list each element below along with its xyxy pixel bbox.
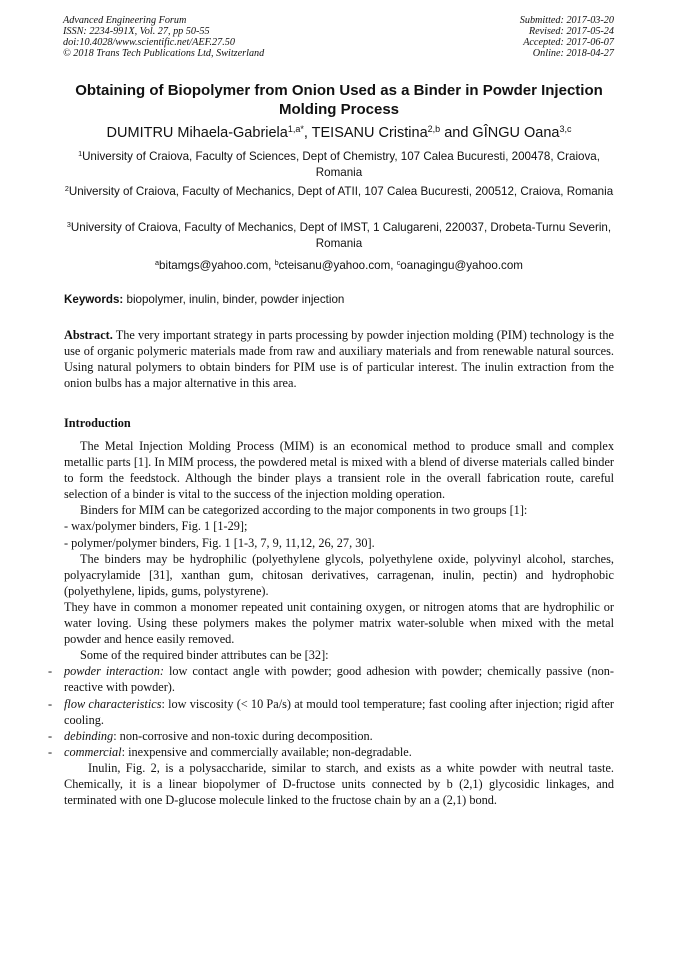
attribute-text: : low viscosity (< 10 Pa/s) at mould tool temperature; fast cooling after injection; rigid after cooling. [64, 696, 614, 727]
affiliation-text: University of Craiova, Faculty of Mechanics, Dept of IMST, 1 Calugareni, 220037, Drobeta-Turnu Severin, Romania [70, 221, 612, 250]
attribute-term: commercial [64, 744, 122, 759]
keywords-label: Keywords: [64, 293, 124, 306]
list-dash: - [48, 664, 53, 679]
journal-doi: doi:10.4028/www.scientific.net/AEF.27.50 [63, 37, 235, 48]
attribute-text: : non-corrosive and non-toxic during decomposition. [113, 728, 373, 743]
section-heading-introduction: Introduction [64, 416, 131, 430]
intro-paragraph: Inulin, Fig. 2, is a polysaccharide, similar to starch, and exists as a white powder with neutral taste. Chemically, it is a linear biopolymer of D-fructose units connected by b (2,1) glycosidic linkages, and terminated with one D-glucose molecule linked to the fructose chain by an a (2,1) bond. [64, 760, 614, 808]
abstract-text: The very important strategy in parts processing by powder injection molding (PIM) technology is the use of organic polymeric materials made from raw and auxiliary materials and from renewable natural sources. Using natural polymers to obtain binders for PIM use is of particular interest. The inulin extraction from the onion bulbs has a major alternative in this area. [64, 328, 614, 391]
email-mark: c [396, 258, 401, 268]
author-emails [64, 258, 614, 274]
email-mark: a [155, 258, 160, 268]
email-separator: , [268, 259, 275, 272]
date-online: Online: 2018-04-27 [532, 48, 614, 59]
email-mark: b [274, 258, 279, 268]
list-item [48, 744, 614, 760]
affiliation-text: University of Craiova, Faculty of Mechanics, Dept of ATII, 107 Calea Bucuresti, 200512, Craiova, Romania [68, 185, 614, 198]
affiliation [64, 220, 614, 252]
email-link[interactable]: bitamgs@yahoo.com [159, 259, 269, 272]
binder-group-item: - polymer/polymer binders, Fig. 1 [1-3, 7, 9, 11,12, 26, 27, 30]. [64, 535, 375, 550]
paper-title: Obtaining of Biopolymer from Onion Used as a Binder in Powder Injection Molding Process [75, 82, 603, 118]
binder-group-item: - wax/polymer binders, Fig. 1 [1-29]; [64, 519, 248, 534]
date-submitted: Submitted: 2017-03-20 [519, 15, 614, 26]
author-name: GÎNGU Oana [472, 125, 560, 141]
list-dash: - [48, 744, 53, 759]
journal-name: Advanced Engineering Forum [63, 15, 187, 26]
intro-paragraph: They have in common a monomer repeated unit containing oxygen, or nitrogen atoms that are hydrophilic or water loving. Using these polymers makes the polymer matrix water-soluble when mixed with the metal powder and hence easily removed. [64, 599, 614, 647]
intro-paragraph: Binders for MIM can be categorized according to the major components in two groups [1]: [80, 503, 528, 518]
list-dash: - [48, 728, 53, 743]
author-separator: , [303, 125, 312, 141]
attribute-term: flow characteristics [64, 696, 162, 711]
email-separator: , [390, 259, 397, 272]
date-revised: Revised: 2017-05-24 [528, 26, 614, 37]
journal-issn: ISSN: 2234-991X, Vol. 27, pp 50-55 [63, 26, 210, 37]
attribute-text: : inexpensive and commercially available; non-degradable. [121, 744, 412, 759]
list-item [48, 696, 614, 728]
affiliation-text: University of Craiova, Faculty of Sciences, Dept of Chemistry, 107 Calea Bucuresti, 200478, Craiova, Romania [82, 150, 600, 179]
affiliation-mark: 3 [66, 220, 71, 230]
attribute-term: debinding [64, 728, 114, 743]
list-item [48, 663, 614, 695]
keywords-text: biopolymer, inulin, binder, powder injection [123, 293, 345, 306]
author-affiliation-mark: 1,a* [287, 124, 304, 135]
list-item [48, 728, 614, 744]
author-affiliation-mark: 2,b [427, 124, 441, 135]
journal-copyright: © 2018 Trans Tech Publications Ltd, Switzerland [63, 48, 265, 59]
affiliation [64, 149, 614, 181]
attribute-text: low contact angle with powder; good adhesion with powder; chemically passive (non-reactive with powder). [64, 664, 614, 695]
abstract-label: Abstract. [64, 328, 113, 342]
intro-paragraph: Some of the required binder attributes can be [32]: [80, 648, 329, 663]
attribute-term: powder interaction: [64, 664, 164, 679]
date-accepted: Accepted: 2017-06-07 [523, 37, 614, 48]
author-affiliation-mark: 3,c [559, 124, 572, 135]
journal-header [63, 15, 264, 59]
dates-header [520, 15, 614, 59]
intro-paragraph: The binders may be hydrophilic (polyethylene glycols, polyethylene oxide, polyvinyl alcohol, starches, polyacrylamide [31], xanthan gum, chitosan derivatives, carragenan, inulin, pectin) and hydrophobic (polyethylene, lipids, gums, polystyrene). [64, 551, 614, 598]
affiliation-mark: 1 [78, 149, 83, 159]
affiliation [64, 184, 614, 200]
intro-paragraph: The Metal Injection Molding Process (MIM) is an economical method to produce small and complex metallic parts [1]. In MIM process, the powdered metal is mixed with a blend of diverse materials called binder to form the feedstock. Although the binder plays a transient role in the overall fabrication route, careful selection of a binder is vital to the success of the injection molding operation. [64, 439, 614, 502]
list-dash: - [48, 696, 53, 711]
email-link[interactable]: oanagingu@yahoo.com [400, 259, 523, 272]
author-list [60, 124, 618, 143]
author-name: DUMITRU Mihaela-Gabriela [106, 125, 288, 141]
binder-attributes-list [48, 663, 614, 760]
email-link[interactable]: cteisanu@yahoo.com [278, 259, 391, 272]
introduction-body [48, 438, 614, 808]
keywords [64, 292, 614, 308]
author-name: TEISANU Cristina [311, 125, 428, 141]
abstract [64, 327, 614, 391]
author-separator: and [440, 125, 473, 141]
affiliation-mark: 2 [64, 184, 69, 194]
